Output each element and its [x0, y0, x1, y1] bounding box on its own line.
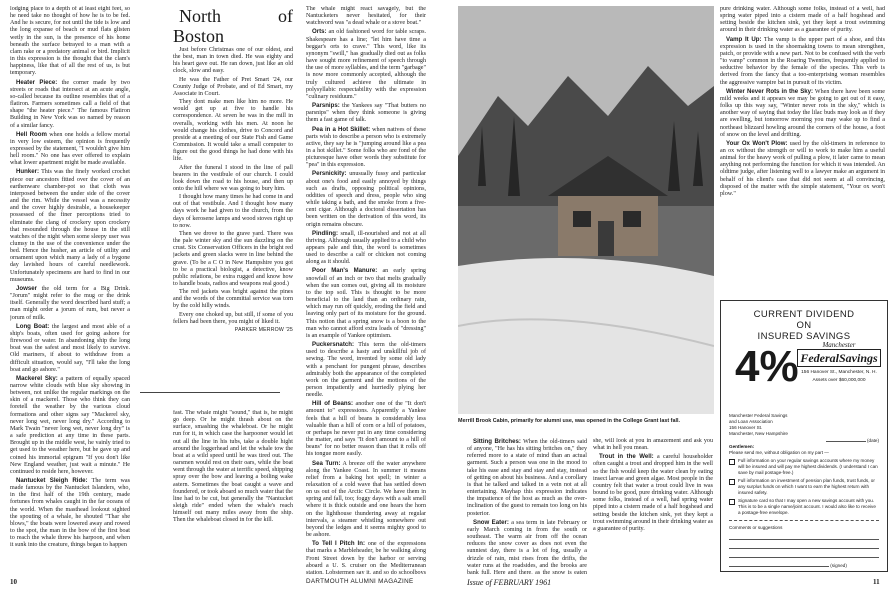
glossary-entry	[10, 375, 130, 476]
glossary-term: Sitting Britches:	[473, 438, 521, 445]
comments-field-2[interactable]	[729, 542, 879, 549]
signed-label: (signed)	[830, 563, 847, 568]
option-checkbox-2[interactable]	[729, 478, 879, 496]
glossary-entry	[306, 400, 426, 458]
article-column-6	[720, 6, 885, 296]
glossary-entry	[306, 230, 426, 267]
article-column-5	[593, 438, 713, 574]
option-text-3: Signature card so that I may open a new savings account with you. This is to be a single name/joint account. I would also like to receive a postage-free envelope.	[738, 498, 876, 515]
savings-advertisement	[720, 300, 888, 572]
ad-headline-1: CURRENT DIVIDEND	[753, 309, 855, 320]
article-paragraph: After the funeral I stood in the line of pall bearers in the vestibule of our church. I could look down the road to his house, and then up onto the hill where we was going to bury him.	[173, 164, 293, 192]
option-checkbox-3[interactable]	[729, 498, 879, 516]
glossary-text: The whale might react savagely, but the Nantucketers never hesitated, for their watchword was "a dead whale or a stove boat."	[306, 6, 426, 27]
glossary-text: The term was made famous by the Nantucket Islanders, who, in the first half of the 19th century, made fortunes from whales caught in the far oceans of the world. When the masthead lookout sighted the spouting of a whale, he shouted "Thar she blows," the boats were lowered away and rowed to the spot, the man in the bow of the first boat to reach the whale threw his harpoon, and when it sunk into the creature, things began to happen	[10, 478, 130, 549]
article-paragraph: They dont make men like him no more. He would get up at five to handle his correspondence. At seven he was in the mill in overalls, working with his men. At noon he would change his clothes, drive to Concord and preside at a meeting of our State Fish and Game Commission. It would take a small computer to figure out the good things he had done with his life.	[173, 99, 293, 163]
glossary-term: Hunker:	[16, 168, 40, 176]
form-intro: Please send me, without obligation on my part —	[729, 450, 829, 455]
glossary-term: Puckersnatch:	[312, 341, 354, 349]
glossary-text: the old term for a Big Drink. "Jorum" might refer to the mug or the drink itself. Generally the word described hard stuff; a man might order a jorum of rum, but never a jorum of milk.	[10, 285, 130, 321]
glossary-text: a careful householder often caught a trout and dropped him in the well so the fish would keep the water clean by eating insect larvae and green algae. Most people in the country felt that water a trout could live in was bound to be good, pure drinking water. Although some folks, instead of a well, had spring water piped into a cistern made of a half hogshead and setting beside the kitchen sink, yet they kept a trout swimming around in their drinking water as a guarantee of purity.	[593, 454, 713, 532]
glossary-text: another one of the "It don't amount to" expressions. Apparently a Yankee feels that a hill of beans is considerably less valuable than a hill of corn or a hill of potatoes, or perhaps he never put in any time considering the matter, and says "It don't amount to a hill of beans" for no better reason than that it rolls off his tongue more easily.	[306, 401, 426, 458]
comments-field-3[interactable]	[729, 551, 879, 558]
glossary-entry	[306, 170, 426, 228]
magazine-name: DARTMOUTH ALUMNI MAGAZINE	[306, 578, 414, 585]
glossary-term: Parsnips:	[312, 102, 340, 110]
bank-assets: Assets over $60,000,000	[812, 378, 866, 383]
glossary-text: when one holds a fellow mortal in very low esteem, the opinion is frequently expressed by the statement, "I wouldn't give him hell room." No one has ever offered to explain what lower apartment might be made available.	[10, 131, 130, 167]
checkbox-icon[interactable]	[729, 479, 735, 485]
glossary-term: Your Ox Won't Plow:	[726, 139, 788, 147]
glossary-term: Persnickity:	[312, 170, 347, 178]
glossary-text: A breeze off the water anywhere along the Yankee Coast. In summer it means relief from a baking hot spell; in winter a relaxation of a cold wave that has settled down on us out of the Arctic Circle. We have them in spring and fall, too; foggy days with a salt smell where it is thick outside and one hears the horn on the lighthouse thundering away at regular intervals, a steamer whistling somewhere out beyond the ledges and it seems mighty good to be ashore.	[306, 460, 426, 539]
right-page-number: 11	[873, 578, 880, 586]
form-salutation: Gentlemen:	[729, 444, 755, 449]
glossary-text: unusually fussy and particular about one's food and easily annoyed by things such as drafts, opposing political opinions, oddities of speech and dress, people who sing while taking a bath, and the smoke from a five-cent cigar. Although a doctoral dissertation has been written on the derivation of this word, its origin remains obscure.	[306, 171, 426, 228]
glossary-term: Jowser	[16, 284, 38, 292]
glossary-text: When the old-timers said of anyone, "He has his sitting britches on," they referred more to a state of mind than an actual garment. Such a person was one in the mood to take his ease and stay and stay and stay, instead of getting on about his business. And a corollary is that he talked and talked in a vein not at all entertaining. Mayhap this expression indicates the impatience of the host as much as the over-inclination of the guest to remain too long on his posterior.	[467, 439, 587, 517]
glossary-text: fast. The whale might "sound," that is, he might go deep. Or he might thrash about on the surface, smashing the whaleboat. Or he might run for it, in which case the harpooner would let out all the line in his tubs, take a double hight around the loggerhead and let the whale tow the boat at a wild speed until he was tired out. The oarsmen would rest on their oars, while the boat went through the water at terrific speed, shipping spray over the bow and leaving a boiling wake astern. Sometimes the boat caught a wave and foundered, or took aboard so much water that the line had to be cut, but generally the "Nantucket sleigh ride" ended when the whale's reach himself out many miles away from the ship. Then the whaleboat closed in for the kill.	[173, 410, 293, 524]
left-page-number: 10	[10, 578, 17, 586]
glossary-text: lodging place to a depth of at least eight feet, so he need take no thought of how he is to be fed. And he is secure, for not until the tide is low and the long expanse of beach or mud flats glisten wetly in the sun, is the presence of his home beneath the surface betrayed to a man with a clam rake or a predatory animal or bird. Implicit in this expression is the thought that the clam's happiness, like that of all the rest of us, is but temporary.	[10, 6, 130, 77]
glossary-entry	[467, 519, 587, 574]
comments-field[interactable]	[729, 533, 879, 540]
glossary-text: This term the old-timers used to describe a hasty and unskillful job of sewing. The word, invented by some old lady with a penchant for pungent phrase, describes admirably both the appearance of the completed work on the garment and the motions of the person impatiently and hurriedly plying her needle.	[306, 342, 426, 399]
glossary-entry	[593, 438, 713, 452]
column-divider	[140, 392, 280, 393]
glossary-text: This was the finely worked crochet piece our ancestors fitted over the cover of an earthenware chamber-pot so that cloth was interposed between the under side of the cover and the rim. While the vessel was a necessity and the cover highly desirable, a housekeeper possessed of the finer perceptions tried to eliminate the clang of crockery upon crockery that resounded through the house in the still watches of the night when some sleepy user was clumsy in the use of the convenience under the bed. Hence the husher, an article of utility and ornament upon which many a lady of a bygone day lavished hours of careful needlework. Unfortunately specimens are hard to find in our museums.	[10, 169, 130, 283]
glossary-text: an early spring snowfall of an inch or two that melts gradually when the sun comes out, giving all its moisture to the top soil. This is thought to be more beneficial to the land than an ordinary rain, which may run off quickly, eroding the field and leaving only part of its moisture for the ground. This notion that a spring snow is a boon to the man who cannot afford extra loads of "dressing" is an example of Yankee optimism.	[306, 268, 426, 339]
issue-prefix: Issue of	[467, 578, 492, 587]
photo-caption: Merrill Brook Cabin, primarily for alumni use, was opened in the College Grant last fall.	[458, 418, 680, 424]
glossary-entry	[306, 28, 426, 101]
article-column-4	[467, 438, 587, 574]
glossary-entry	[10, 477, 130, 550]
glossary-entry	[10, 6, 130, 78]
glossary-text: a sea term in late February or early March coming in from the south or southeast. The warm air from off the ocean reduces the snow cover as does not even the sunniest day, there is a lot of fog, usually a drizzle of rain, mist rises from the drifts, the water runs at the roadsides, and the brooks are bank full. Here and there, as the snow is eaten	[467, 519, 587, 574]
glossary-term: Vamp It Up:	[726, 35, 762, 43]
glossary-entry	[720, 140, 885, 198]
glossary-entry	[10, 131, 130, 168]
glossary-text: one of the expressions that marks a Marbleheader, be he walking along Front Street down by the harbor or serving aboard a U. S. cruiser on the Mediterranean station. Lobstermen say it, and so do schoolboys	[306, 541, 426, 574]
author-signature: PARKER MERROW '25	[234, 326, 293, 333]
glossary-entry	[720, 36, 885, 87]
article-paragraph: I thought how many times he had come in and out of that vestibule. And I thought how many days work he had given to the church, from the days of kerosene lamps and wood stoves right up to now.	[173, 194, 293, 229]
article-column-1	[10, 6, 130, 574]
glossary-entry	[306, 102, 426, 124]
glossary-entry	[720, 6, 885, 35]
glossary-text: a pattern of equally spaced narrow white clouds with blue sky showing in between, not unlike the regular markings on the skin of a mackerel. Those who think they can foretell the weather by the various cloud formations and other signs say "Mackerel sky, never long wet, never long dry." According to Mark Twain "never long wet, never long dry" is a safe prediction at any time in these parts. Brought up in the middle west, he vainly tried to get used to the weather here, but he gave up and coined his immortal epigram "If you don't like New England weather, just wait a minute." He continued to reside here, however.	[10, 375, 130, 475]
glossary-term: Pindling:	[312, 229, 339, 237]
option-checkbox-1[interactable]	[729, 458, 879, 476]
glossary-entry	[720, 88, 885, 139]
glossary-term: Hell Room	[16, 130, 47, 138]
article-paragraph: He was the Father of Pret Smart '24, our County Judge of Probate, and of Ed Smart, my Associate in Court.	[173, 76, 293, 97]
glossary-entry	[306, 126, 426, 170]
glossary-entry	[10, 323, 130, 374]
article-paragraph: Every one choked up, but still, if some of you fellers had been there, you might of liked it.	[173, 311, 293, 325]
bank-brand	[797, 341, 881, 383]
glossary-term: Snow Eater:	[473, 518, 509, 526]
glossary-term: Sea Turn:	[312, 459, 341, 467]
checkbox-icon[interactable]	[729, 459, 735, 465]
article-column-3	[306, 6, 426, 574]
glossary-entry	[10, 285, 130, 322]
glossary-entry	[306, 341, 426, 399]
glossary-text: the largest and most able of a ship's boats, often used for going ashore for firewood or water. In abandoning ship the long boat was the safest and most likely to survive. Old mariners, if about to withdraw from a difficult situation, would say, "I'll take the long boat and go ashore."	[10, 323, 130, 373]
glossary-term: Nantucket Sleigh Ride:	[16, 477, 88, 484]
article-title: North of Boston	[173, 6, 293, 46]
article-paragraph: Then we drove to the grave yard. There was the pale winter sky and the sun dazzling on the crust. Six Conservation Officers in the bright red jackets and green slacks were in line behind the grave. (To be a C O in New Hampshire you got to be a practical biologist, a detective, know public relations, be extra rugged and know how to handle boats, radios and weapons real good.)	[173, 230, 293, 287]
glossary-term: Orts:	[312, 28, 327, 36]
glossary-term: Trout in the Well:	[599, 453, 654, 461]
glossary-term: To Tell I Pitch In:	[312, 540, 365, 548]
glossary-entry	[306, 540, 426, 574]
glossary-term: Hill of Beans:	[312, 400, 353, 408]
glossary-term: Pea in a Hot Skillet:	[312, 125, 371, 133]
article-column-2-continued	[173, 410, 293, 570]
form-recipient-4: Manchester, New Hampshire	[729, 431, 788, 436]
bank-address: 156 Hanover St., Manchester, N. H.	[801, 370, 877, 375]
dividend-rate: 4%	[735, 342, 799, 391]
glossary-entry	[10, 168, 130, 284]
glossary-term: Mackerel Sky:	[16, 374, 58, 382]
article-paragraph: Just before Christmas one of our oldest, and the best, man in town died. He was eighty and his heart gave out. He ran down, just like an old clock, slow and easy.	[173, 47, 293, 75]
cabin-photo	[458, 6, 714, 414]
option-text-2: Full information on investment of pension plan funds, trust funds, or any surplus funds on which I want to earn the highest return with insured safety.	[738, 478, 875, 495]
brand-prefix: Manchester	[822, 341, 856, 349]
issue-month: FEBRUARY 1961	[493, 578, 552, 587]
option-text-1: Full information on your regular savings accounts where my money will be insured and will pay me highest dividends. (I understand I can save by mail postage-free.)	[738, 458, 878, 475]
glossary-entry	[173, 410, 293, 525]
coupon-form	[729, 413, 879, 569]
glossary-entry	[306, 460, 426, 540]
glossary-text: the Yankees say "That butters no parsnips" when they think someone is giving them a fast game of talk.	[306, 103, 426, 124]
glossary-entry	[467, 438, 587, 518]
glossary-text: used by the old-timers in reference to an ox without the strength or will to work to make him a useful animal for the heavy work of pulling a plow, it later came to mean anything not performing the function for which it was intended. An oldtime judge, after listening well to a lawyer make an argument in behalf of his client's case that did not seem at all convincing, disposed of the matter with the simple statement, "Your ox won't plow."	[720, 140, 885, 197]
brand-name: FederalSavings	[797, 349, 880, 367]
form-recipient-2: and Loan Association	[729, 419, 773, 424]
glossary-text: she, will look at you in amazement and ask you what in hell you mean.	[593, 438, 713, 452]
glossary-text: small, ill-nourished and not at all thriving. Although usually applied to a child who appears pale and thin, the word is sometimes used to describe a calf or chicken not coming along as it should.	[306, 230, 426, 266]
date-field[interactable]	[826, 437, 866, 442]
ad-headline-2: ON	[796, 320, 812, 331]
glossary-term: Winter Never Rots in the Sky:	[726, 87, 814, 95]
comments-label: Comments or suggestions	[729, 525, 783, 530]
glossary-entry	[593, 453, 713, 533]
glossary-text: When there have been some mild weeks and it appears we may be going to get out of it easy, folks up this way say, "Winter never rots in the sky," which is another way of saying that today the lilac buds may look as if they are swelling, but tomorrow morning you may wake up to find a northeast blizzard howling around the corners of the house, a foot of snow on the level and drifting.	[720, 88, 885, 138]
dashed-divider	[729, 520, 879, 521]
glossary-term: Long Boat:	[16, 322, 50, 330]
ad-headline-3: INSURED SAVINGS	[757, 331, 851, 342]
article-body	[173, 47, 293, 326]
issue-line	[467, 578, 551, 587]
glossary-text: an old fashioned word for table scraps. Shakespeare has a line; "let him have time a beggar's orts to crave." This word, like its synonym "swill," has gradually died out as folks have sought more refinement of speech through the use of more syllables, and the term "garbage" is now more commonly accepted, although the truly cultured achieve the ultimate in polysyllabic respectability with the expression "culinary residuum."	[306, 29, 426, 100]
glossary-entry	[306, 267, 426, 340]
glossary-term: Heater Piece:	[16, 78, 58, 86]
checkbox-icon[interactable]	[729, 499, 735, 505]
form-recipient-1: Manchester Federal Savings	[729, 413, 788, 418]
glossary-entry	[306, 6, 426, 27]
glossary-term: Poor Man's Manure:	[312, 267, 378, 275]
article-paragraph: The red jackets was bright against the pines and the words of the committal service was torn by the cold hilly winds.	[173, 289, 293, 310]
date-label: (date)	[866, 438, 879, 443]
glossary-text: The vamp is the upper part of a shoe, and this expression is used in the shoemaking towns to mean strengthen, patch, or provide with a new part. Not to be confused with the verb "to vamp" common in the Roaring Twenties, frequently applied to seductive behavior by the female of the species. This verb is derived from the fancy that a too-enterprising woman resembles the aggressive vampire bat in pursuit of its victim.	[720, 36, 885, 86]
signed-field[interactable]	[729, 562, 829, 567]
glossary-text: when natives of these parts wish to describe a person who is extremely active, they say he is "jumping around like a pea in a hot skillet." Some folks who are fond of the picturesque have other words they substitute for "pea" in this expression.	[306, 126, 426, 169]
form-recipient-3: 156 Hanover St.	[729, 425, 763, 430]
glossary-entry	[10, 79, 130, 130]
glossary-text: the corner made by two streets or roads that intersect at an acute angle, so-called because its outline resembles that of a flatiron. Farmers sometimes call a field of that shape "the heater piece." The famous Flatiron Building in New York was so named by reason of a similar fancy.	[10, 79, 130, 129]
glossary-text: pure drinking water. Although some folks, instead of a well, had spring water piped into a cistern made of a half hogshead and setting beside the kitchen sink, yet they kept a trout swimming around in their drinking water as a guarantee of purity.	[720, 6, 885, 34]
